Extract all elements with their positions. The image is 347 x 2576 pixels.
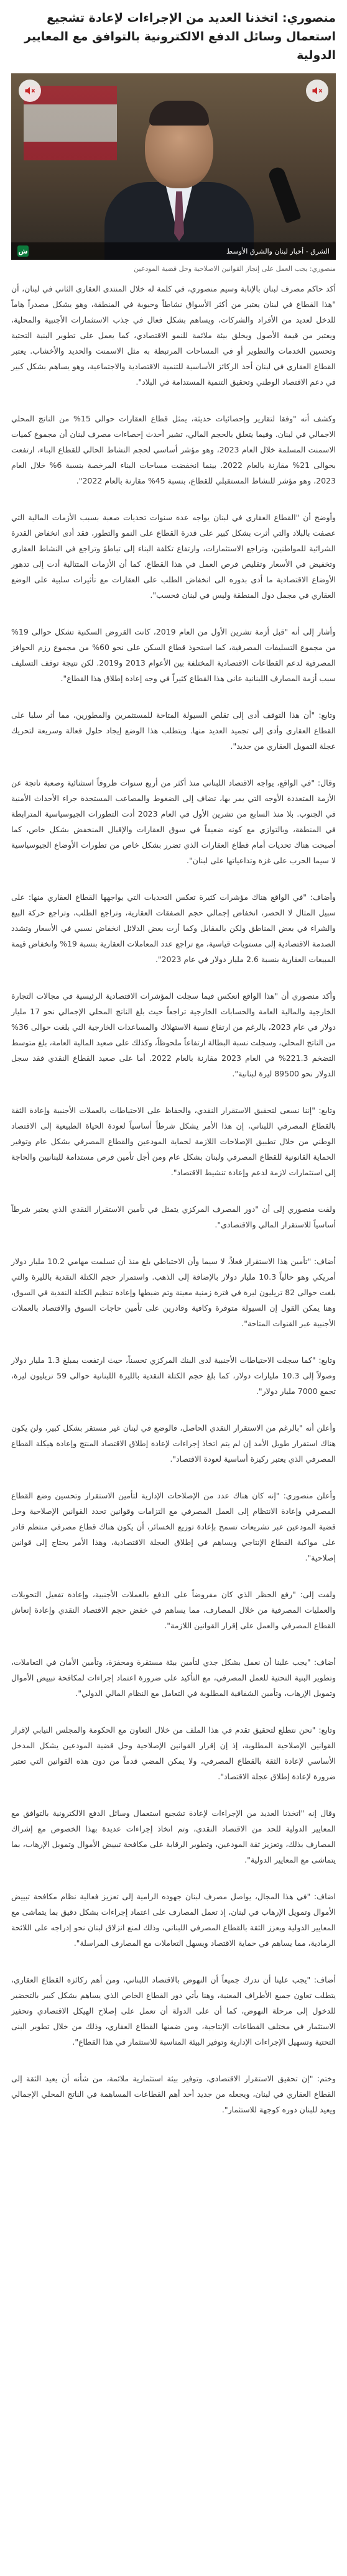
speaker-muted-icon[interactable] xyxy=(19,80,41,102)
newspaper-logo-icon: ش xyxy=(17,245,29,257)
article-paragraph: وتابع: "إننا نسعى لتحقيق الاستقرار النقدي، والحفاظ على الاحتياطات بالعملات الأجنبية وإعادة الثقة بالقطاع المصرفي اللبناني، إن هذا الأمر يشكل شرطاً أساسياً لعودة الحياة الطبيعية إلى الاقتصاد الوطني من خلال تطبيق الإصلاحات اللازمة لحماية المودعين والقطاع المصرفي بشكل عام وتوفير الحماية القانونية للقطاع المصرفي ولبنان بشكل عام ومن أجل تأمين فرص مستدامة للبنانيين والحاجة إلى استثمارات لازمة لدعم وإعادة تنشيط الاقتصاد". xyxy=(11,1106,336,1177)
article-paragraph: وأعلن أنه "بالرغم من الاستقرار النقدي الحاصل، فالوضع في لبنان غير مستقر بشكل كبير، ولن يكون هناك استقرار طويل الأمد إن لم يتم اتخاذ إجراءات لإعادة إطلاق الاقتصاد المنتج وإعادة هيكلة القطاع المصرفي الذي يعتبر ركيزة أساسية لعودة الاقتصاد". xyxy=(11,1423,336,1464)
article-paragraph: ولفت منصوري إلى أن "دور المصرف المركزي يتمثل في تأمين الاستقرار النقدي الذي يعتبر شرطاً أساسياً للاستقرار المالي والاقتصادي". xyxy=(11,1204,336,1229)
article-paragraph: وكشف أنه "وفقا لتقارير وإحصائيات حديثة، يمثل قطاع العقارات حوالي 15% من الناتج المحلي الاجمالي في لبنان. وفيما يتعلق بالحجم المالي، تشير أحدث إحصاءات مصرف لبنان أن مجموع كميات الاسمنت المسلمة خلال العام 2023، وهو مؤشر أساسي لحجم النشاط الحالي للقطاع البناء، ارتفعت بحوالى 21% مقارنة بالعام 2022. بينما انخفضت مساحات البناء المرخصة بنسبة 6% خلال العام 2023، وهو مؤشر للنشاط المستقبلي للقطاع، بنسبة 45% مقارنة بالعام 2022". xyxy=(11,414,336,485)
article-paragraph: ولفت إلى: "رفع الحظر الذي كان مفروضاً على الدفع بالعملات الأجنبية، وإعادة تفعيل التحويلات والعمليات المصرفية من خلال المصارف، مما يساهم في خفض حجم الاقتصاد النقدي وإعادة إنعاش القطاع المصرفي والعمل على إقرار القوانين اللازمة". xyxy=(11,1590,336,1630)
article-paragraph: وأضاف: "في الواقع هناك مؤشرات كثيرة تعكس التحديات التي يواجهها القطاع العقاري منها: على سبيل المثال لا الحصر، انخفاض إجمالي حجم الصفقات العقارية، وتراجع الطلب، وتراجع حركة البيع والشراء في بعض المناطق ولكن بالمقابل وكما أرت بعض الدلائل انخفاض نسبي في الأسعار وتشدد الصدمة الاقتصادية إلى مستويات قياسية، مع تراجع عدد المعاملات العقارية بنسبة 19% وانخفاض قيمة المبيعات العقارية بنسبة 2.6 مليار دولار في عام 2023". xyxy=(11,892,336,964)
article-title: منصوري: اتخذنا العديد من الإجراءات لإعادة تشجيع استعمال وسائل الدفع الالكترونية بالتوافق مع المعايير الدولية xyxy=(24,11,336,62)
article-paragraph: أضاف: "يجب علينا أن نعمل بشكل جدي لتأمين بيئة مستقرة ومحفزة، وتأمين الأمان في التعاملات، وتطوير البنية التحتية للعمل المصرفي، مع التأكيد على ضرورة اعتماد إجراءات لمكافحة تبييض الأموال وتمويل الإرهاب، وتأمين الشفافية المطلوبة في التعامل مع النظام المالي الدولي". xyxy=(11,1657,336,1698)
image-caption: منصوري: يجب العمل على إنجاز القوانين الاصلاحية وحل قضية المودعين xyxy=(134,265,336,273)
speaker-muted-icon[interactable] xyxy=(306,80,328,102)
article-paragraph: وأكد منصوري أن "هذا الواقع انعكس فيما سجلت المؤشرات الاقتصادية الرئيسية في مجالات التجارة الخارجية والمالية العامة والحسابات الخارجية تراجعاً حيث بلغ الناتج المحلي الإجمالي نحو 17 مليار دولار في عام 2023، بالرغم من ارتفاع نسبة الاستهلاك والمساعدات الخارجية التي بلغت حوالى 36% من الناتج المحلي، وسجلت نسبة البطالة ارتفاعاً ملحوظاً، وكذلك على صعيد المالية العامة، بلغ متوسط التضخم 221.3% في العام 2023 مقارنة بالعام 2022. أما على صعيد القطاع النقدي فقد سجل الدولار نحو 89500 ليرة لبنانية". xyxy=(11,991,336,1078)
article-paragraph: اضاف: "في هذا المجال، يواصل مصرف لبنان جهوده الرامية إلى تعزيز فعالية نظام مكافحة تبييض الأموال وتمويل الإرهاب في لبنان، إذ تعمل المصارف على اعتماد إجراءات بشكل دقيق بما يتماشى مع المعايير الدولية ويعزز الثقة بالقطاع المصرفي اللبناني، وذلك لمنع انزلاق لبنان نحو إدراجه على اللائحة الرمادية، مما يساهم في حماية الاقتصاد ويسهل التعاملات مع المصارف المراسلة". xyxy=(11,1892,336,1948)
article-paragraph: وقال إنه "اتخذنا العديد من الإجراءات لإعادة تشجيع استعمال وسائل الدفع الالكترونية بالتوافق مع المعايير الدولية للحد من الاقتصاد النقدي، وتم اتخاذ إجراءات عديدة بهذا الخصوص مع إشراك المصارف بذلك، وتعزيز ثقة المودعين، وتطوير الرقابة على مكافحة تبييض الأموال وتمويل الإرهاب، بما يتماشى مع المعايير الدولية". xyxy=(11,1808,336,1864)
microphone xyxy=(267,165,301,223)
article-paragraph: أضاف: "تأمين هذا الاستقرار فعلاً، لا سيما وأن الاحتياطي بلغ منذ أن تسلمت مهامي 10.2 مليار دولار أمريكي وهو حالياً 10.3 مليار دولار بالإضافة إلى الذهب. واستمرار حجم الكتلة النقدية بالليرة والتي بلغت حوالى 82 تريليون ليرة في فترة زمنية معينة وتم ضبطها وإعادة تنظيم الكتلة النقدية في السوق، وهنا يمكن القول إن السيولة متوفرة وكافية وقادرين على تأمين حاجات السوق والاقتصاد بالعملات الأجنبية عبر القنوات المتاحة". xyxy=(11,1257,336,1328)
person-hair xyxy=(149,101,209,126)
image-source-bar xyxy=(11,242,336,260)
article-paragraph: أكد حاكم مصرف لبنان بالإنابة وسيم منصوري، في كلمة له خلال المنتدى العقاري الثاني في لبنان، أن "هذا القطاع في لبنان يعتبر من أكثر الأسواق نشاطاً وحيوية في المنطقة، وهو يشكل مصدراً هاماً للدخل لعديد من الأفراد والشركات، ويساهم بشكل فعال في جذب الاستثمارات الأجنبية والمحلية، ويعتبر من قيمة الأصول ويخلق بيئة ملائمة للنمو الاقتصادي، كما يعمل على تطوير البنية التحتية وتحسين الخدمات والتطوير أو في المساحات المرتبطة به مثل الاسمنت والحديد والأخشاب. يعتبر القطاع العقاري في لبنان أحد الركائز الأساسية للتنمية الاقتصادية والاجتماعية، وهو يساهم بشكل كبير في دعم الاقتصاد الوطني وتحقيق التنمية المستدامة في البلاد". xyxy=(11,284,336,387)
article-image xyxy=(11,73,336,260)
article-paragraph: وأوضح أن "القطاع العقاري في لبنان يواجه عدة سنوات تحديات صعبة بسبب الأزمات المالية التي عصفت بالبلاد والتي أثرت بشكل كبير على قدرة القطاع على النمو والتطور، فقد أدى انخفاض القدرة الشرائية للمواطنين، وتراجع الاستثمارات، وارتفاع تكلفة البناء إلى تباطؤ وتراجع في النشاط العقاري وتخفيض في الأسعار وتقليص فرص العمل في هذا القطاع. كما أن الأزمات المتتالية أدت إلى تدهور الأوضاع الاقتصادية ما أدى بدوره الى انخفاض الطلب على العقارات مع تأثيرات سلبية على الوضع العقاري في مجمل دول المنطقة وليس في لبنان فحسب". xyxy=(11,513,336,600)
article-paragraph: وتابع: "أن هذا التوقف أدى إلى تقلص السيولة المتاحة للمستثمرين والمطورين، مما أثر سلبا على القطاع العقاري وأدى إلى تجميد العديد منها. ويتطلب هذا الوضع إيجاد حلول فعالة وسريعة لتحريك عجلة التمويل العقاري من جديد". xyxy=(11,710,336,751)
article-body xyxy=(0,281,347,2117)
article-paragraph: وتابع: "كما سجلت الاحتياطات الأجنبية لدى البنك المركزي تحسناً، حيث ارتفعت بمبلغ 1.3 مليار دولار وصولاً إلى 10.3 مليارات دولار، كما بلغ حجم الكتلة النقدية بالليرة اللبنانية حوالى 59 تريليون ليرة، تجمع 7000 مليار دولار". xyxy=(11,1355,336,1396)
article-paragraph: وأشار إلى أنه "قبل أزمة تشرين الأول من العام 2019، كانت القروض السكنية تشكل حوالى 19% من مجموع التسليفات المصرفية، كما استحوذ قطاع السكن على نحو 60% من مجموع رزم الحوافز المصرفية لدعم القطاعات الاقتصادية المختلفة بين الأعوام 2013 و2019. لكن نتيجة توقف التسليف سبب أزمة المصارف اللبنانية عانى هذا القطاع كثيراً في وجه إعادة إطلاق هذا القطاع". xyxy=(11,627,336,683)
article-paragraph: وتابع: "نحن نتطلع لتحقيق تقدم في هذا الملف من خلال التعاون مع الحكومة والمجلس النيابي لإقرار القوانين الإصلاحية المطلوبة، إذ إن إقرار القوانين الإصلاحية وحل قضية المودعين يشكل المدخل الأساسي لإعادة الثقة بالقطاع المصرفي، ولا يمكن المضي قدماً من دون هذه القوانين التي تعتبر ضرورة لإعادة إطلاق عجلة الاقتصاد". xyxy=(11,1725,336,1781)
article-paragraph: وأعلن منصوري: "إنه كان هناك عدد من الإصلاحات الإدارية لتأمين الاستقرار وتحسين وضع القطاع المصرفي وإعادة الانتظام إلى العمل المصرفي مع التزامات وقوانين تحدد القوانين الإصلاحية وحل قضية المودعين عبر تشريعات تسمح بإعادة توزيع الخسائر، أن يكون هناك قطاع مصرفي منتظم قادر على مواكبة القطاع الإنتاجي ويساهم في إطلاق العجلة الاقتصادية، وهذا الأمر يحتاج إلى قوانين إصلاحية". xyxy=(11,1491,336,1562)
image-source-label: الشرق - أخبار لبنان والشرق الأوسط xyxy=(226,247,330,255)
article-paragraph: وقال: "في الواقع، يواجه الاقتصاد اللبناني منذ أكثر من أربع سنوات ظروفاً استثنائية وصعبة ناتجة عن الأزمة المتعددة الأوجه التي يمر بها، تضاف إلى الضغوط والمصاعب المستجدة جراء الأحداث الأمنية في الجنوب. بلا منذ السابع من تشرين الأول في العام 2023 أدت التطورات الجيوسياسية المترابطة في المنطقة، وبالتوازي مع كونه ضعيفاً في سوق العقارات والإقبال المنخفض بشكل خاص، كما أصبحت هناك تحديات أمام قطاع العقارات الذي تضرر بشكل خاص من تطورات الأوضاع الجيوسياسية لا سيما الحرب على غزة وتداعياتها على لبنان". xyxy=(11,778,336,865)
article-paragraph: أضاف: "يجب علينا أن ندرك جميعاً أن النهوض بالاقتصاد اللبناني، ومن أهم ركائزه القطاع العقاري، يتطلب تعاون جميع الأطراف المعنية، وهنا يأتي دور القطاع الخاص الذي يساهم بشكل كبير بالتحضير للدخول إلى مرحلة النهوض، كما أن على الدولة أن تعمل على إصلاح الهيكل الاقتصادي وتحفيز الاستثمار في مختلف القطاعات الإنتاجية، ومن ضمنها القطاع العقاري، وذلك من خلال تطوير البنى التحتية وتسهيل الإجراءات الإدارية وتوفير البيئة المناسبة للاستثمار في هذا القطاع". xyxy=(11,1975,336,2047)
article-paragraph: وختم: "إن تحقيق الاستقرار الاقتصادي، وتوفير بيئة استثمارية ملائمة، من شأنه أن يعيد الثقة إلى القطاع العقاري في لبنان، ويجعله من جديد أحد أهم القطاعات المساهمة في الناتج المحلي الإجمالي ويعيد للبنان دوره كوجهة للاستثمار". xyxy=(11,2074,336,2114)
